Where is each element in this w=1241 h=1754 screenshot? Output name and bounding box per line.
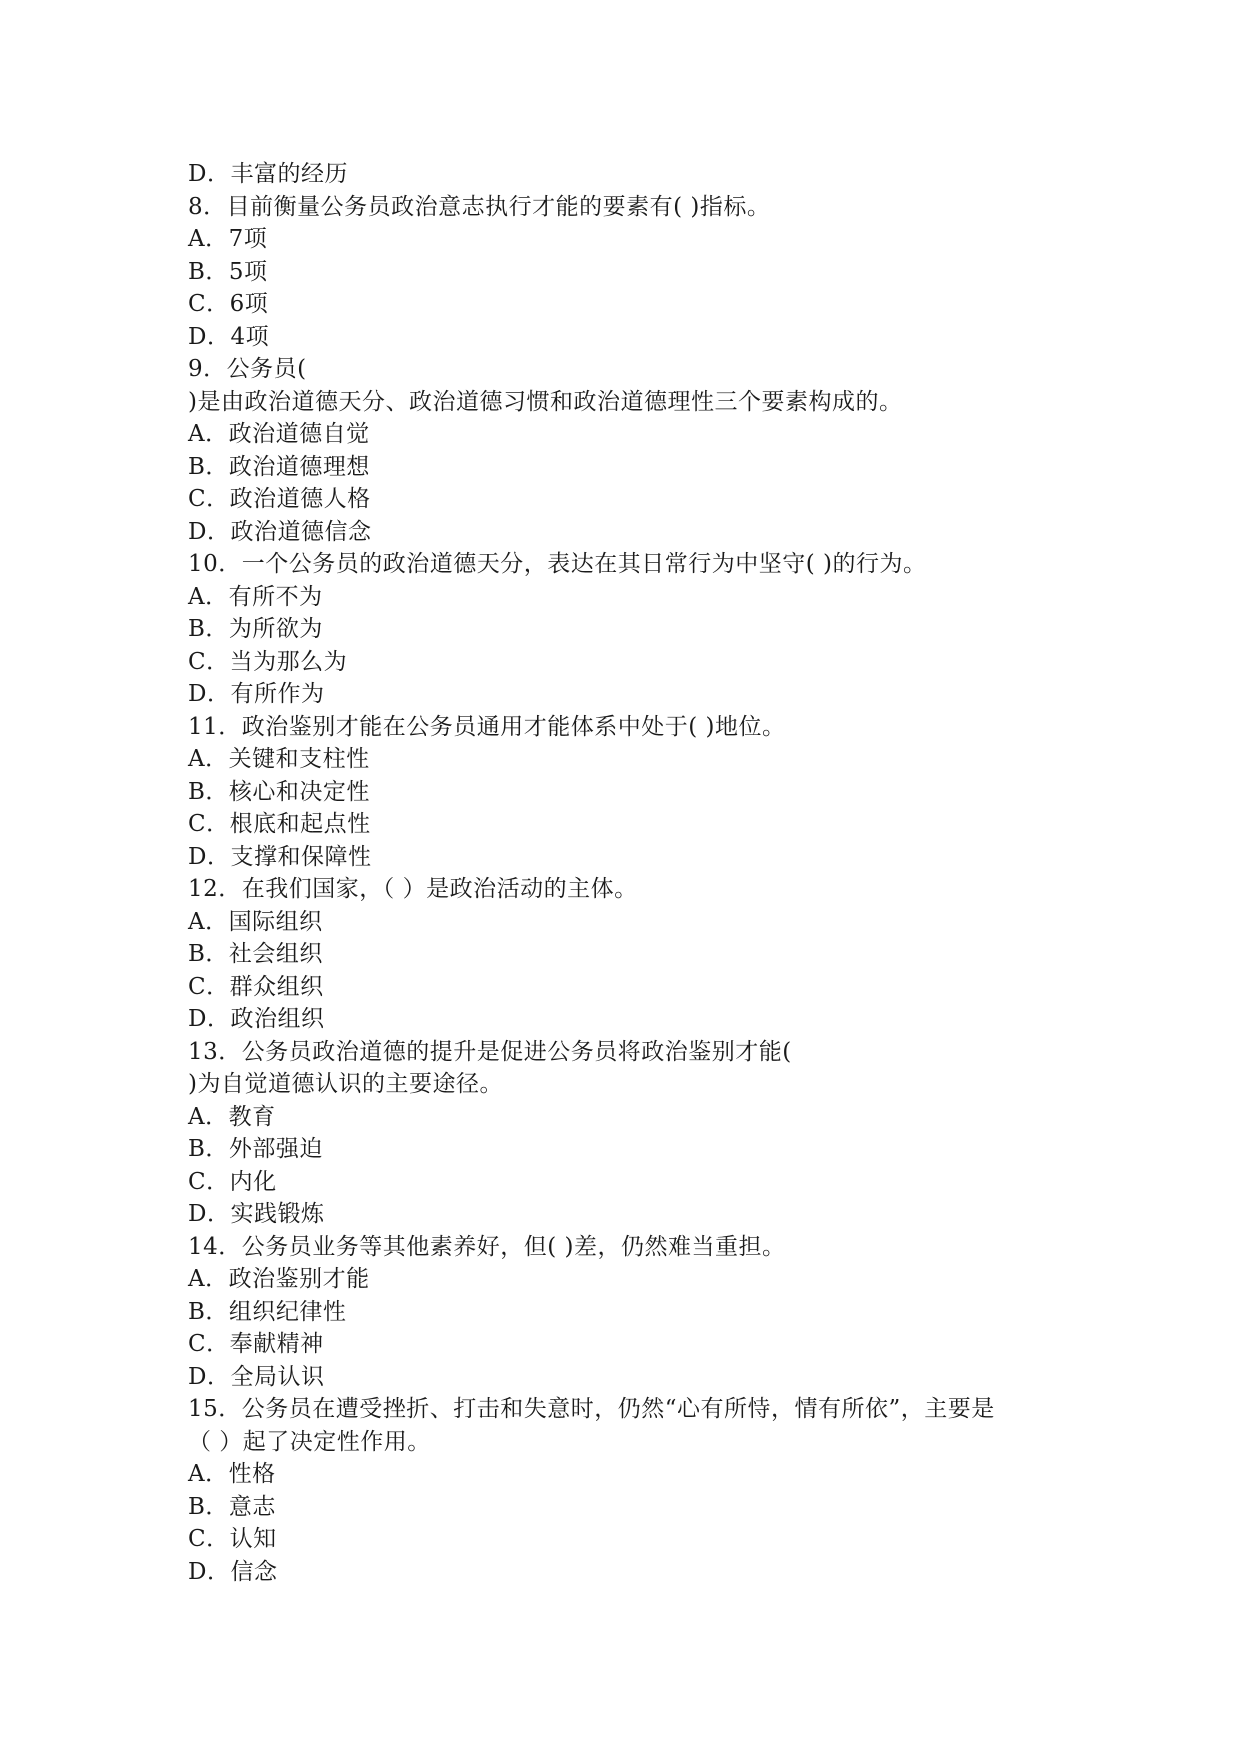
- text-line: A．教育: [188, 1103, 276, 1130]
- text-line: B．组织纪律性: [188, 1298, 347, 1325]
- text-line: D．政治组织: [188, 1006, 325, 1032]
- text-line: B．政治道德理想: [188, 453, 370, 480]
- text-line: B．社会组织: [188, 941, 323, 967]
- text-line: D．实践锻炼: [188, 1201, 325, 1227]
- text-line: （ ）起了决定性作用。: [188, 1428, 431, 1455]
- text-line: A．7项: [188, 226, 268, 252]
- text-line: A．政治道德自觉: [188, 421, 370, 447]
- text-line: D．有所作为: [188, 681, 325, 707]
- text-line: A．国际组织: [188, 908, 323, 935]
- text-line: D．丰富的经历: [188, 161, 348, 187]
- text-line: A．性格: [188, 1461, 276, 1487]
- text-line: C．内化: [188, 1168, 277, 1195]
- text-line: 12．在我们国家，（ ）是政治活动的主体。: [188, 876, 638, 902]
- text-line: 10．一个公务员的政治道德天分，表达在其日常行为中坚守( )的行为。: [188, 551, 927, 577]
- text-line: B．5项: [188, 258, 268, 285]
- text-line: )为自觉道德认识的主要途径。: [188, 1071, 503, 1097]
- text-line: A．政治鉴别才能: [188, 1266, 370, 1292]
- text-line: B．核心和决定性: [188, 778, 370, 805]
- text-line: )是由政治道德天分、政治道德习惯和政治道德理性三个要素构成的。: [188, 388, 903, 415]
- text-line: D．政治道德信念: [188, 518, 372, 545]
- text-line: B．意志: [188, 1493, 276, 1520]
- text-line: C．群众组织: [188, 973, 324, 1000]
- text-line: C．根底和起点性: [188, 811, 371, 837]
- text-line: C．认知: [188, 1526, 277, 1552]
- text-line: 14．公务员业务等其他素养好，但( )差，仍然难当重担。: [188, 1233, 786, 1260]
- text-line: A．有所不为: [188, 583, 323, 610]
- document-body: [188, 158, 1088, 1588]
- text-line: C．当为那么为: [188, 648, 348, 675]
- text-line: 9．公务员(: [188, 356, 307, 382]
- text-line: D．4项: [188, 323, 270, 350]
- text-line: C．奉献精神: [188, 1331, 324, 1357]
- text-line: D．信念: [188, 1558, 278, 1585]
- text-line: C．政治道德人格: [188, 486, 371, 512]
- text-line: 13．公务员政治道德的提升是促进公务员将政治鉴别才能(: [188, 1038, 792, 1065]
- text-line: D．全局认识: [188, 1363, 325, 1390]
- text-line: 11．政治鉴别才能在公务员通用才能体系中处于( )地位。: [188, 713, 786, 740]
- text-line: 15．公务员在遭受挫折、打击和失意时，仍然“心有所恃，情有所依”，主要是: [188, 1396, 995, 1422]
- text-line: C．6项: [188, 291, 269, 317]
- text-line: B．为所欲为: [188, 616, 323, 642]
- text-line: D．支撑和保障性: [188, 843, 372, 870]
- text-line: B．外部强迫: [188, 1136, 323, 1162]
- text-line: 8．目前衡量公务员政治意志执行才能的要素有( )指标。: [188, 193, 771, 220]
- text-line: A．关键和支柱性: [188, 746, 370, 772]
